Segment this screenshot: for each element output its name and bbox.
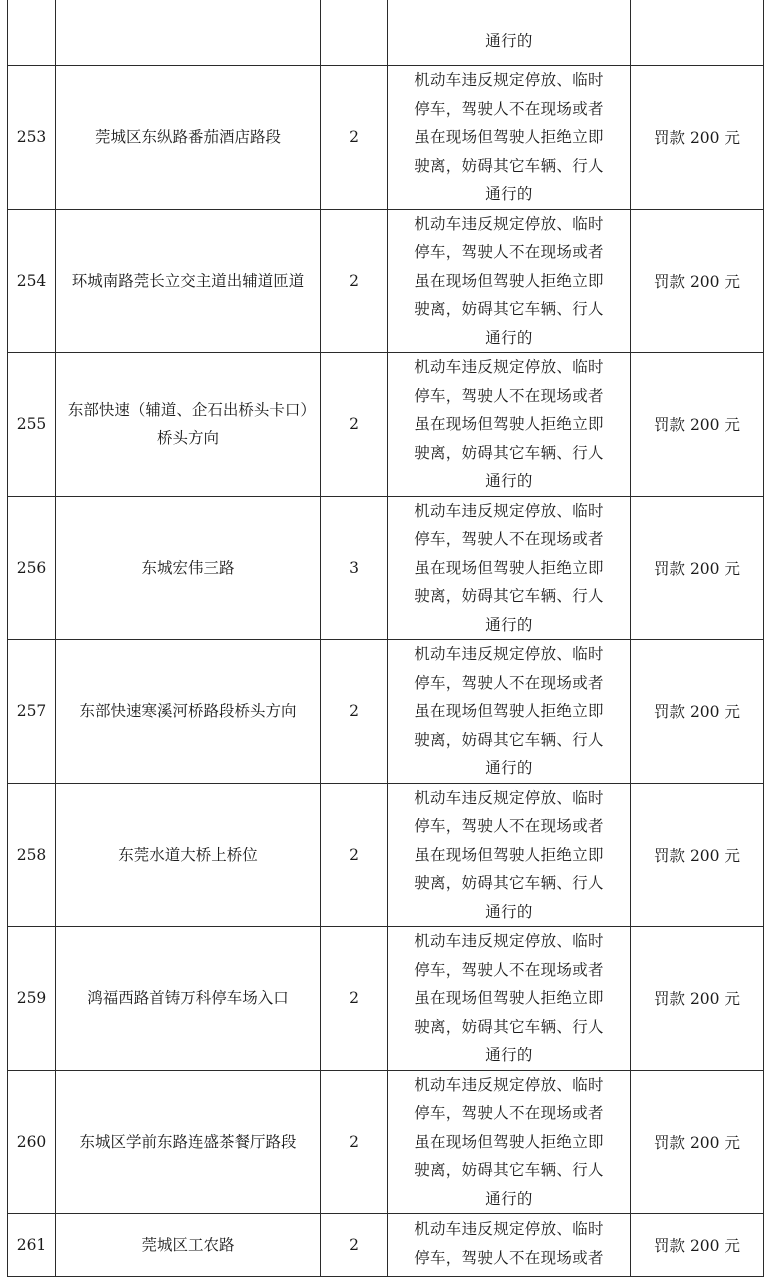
violation-line: 虽在现场但驾驶人拒绝立即 <box>414 845 604 864</box>
penalty-cell: 罚款 200 元 <box>631 353 764 497</box>
count-cell: 2 <box>321 783 388 927</box>
violation-line: 驶离，妨碍其它车辆、行人 <box>414 1161 604 1179</box>
violation-line: 停车，驾驶人不在现场或者 <box>414 99 604 118</box>
violation-location-table <box>7 0 764 1277</box>
violation-line: 通行的 <box>485 1046 533 1064</box>
table-row <box>8 927 764 1071</box>
row-number: 261 <box>8 1214 56 1277</box>
violation-line: 通行的 <box>485 31 533 50</box>
violation-line: 停车，驾驶人不在现场或者 <box>414 386 604 405</box>
count-cell <box>321 0 388 66</box>
table-row <box>8 1214 764 1277</box>
violation-line: 通行的 <box>485 328 533 347</box>
violation-cell <box>388 1070 631 1214</box>
table-row <box>8 783 764 927</box>
penalty-cell: 罚款 200 元 <box>631 927 764 1071</box>
violation-line: 通行的 <box>485 759 533 777</box>
penalty-cell: 罚款 200 元 <box>631 640 764 784</box>
count-cell: 2 <box>321 209 388 353</box>
violation-line: 停车，驾驶人不在现场或者 <box>414 1104 604 1122</box>
count-cell: 2 <box>321 927 388 1071</box>
violation-cell <box>388 66 631 210</box>
violation-line: 停车，驾驶人不在现场或者 <box>414 817 604 835</box>
count-cell: 2 <box>321 1214 388 1277</box>
violation-line: 机动车违反规定停放、临时 <box>414 788 604 807</box>
table-row <box>8 1070 764 1214</box>
row-number: 256 <box>8 496 56 640</box>
count-cell: 3 <box>321 496 388 640</box>
violation-line: 机动车违反规定停放、临时 <box>414 358 604 376</box>
document-page <box>7 0 763 1277</box>
table-row <box>8 0 764 66</box>
violation-line: 驶离，妨碍其它车辆、行人 <box>414 300 604 318</box>
violation-line: 机动车违反规定停放、临时 <box>414 71 604 89</box>
location-cell: 环城南路莞长立交主道出辅道匝道 <box>56 209 321 353</box>
row-number: 258 <box>8 783 56 927</box>
location-cell: 鸿福西路首铸万科停车场入口 <box>56 927 321 1071</box>
penalty-cell: 罚款 200 元 <box>631 66 764 210</box>
row-number: 260 <box>8 1070 56 1214</box>
violation-line: 机动车违反规定停放、临时 <box>414 932 604 950</box>
violation-line: 驶离，妨碍其它车辆、行人 <box>414 156 604 175</box>
row-number: 253 <box>8 66 56 210</box>
table-row <box>8 66 764 210</box>
violation-line: 通行的 <box>485 615 533 634</box>
violation-line: 虽在现场但驾驶人拒绝立即 <box>414 558 604 577</box>
violation-cell <box>388 353 631 497</box>
violation-line: 机动车违反规定停放、临时 <box>414 1075 604 1094</box>
violation-line: 停车，驾驶人不在现场或者 <box>414 530 604 548</box>
violation-cell <box>388 0 631 66</box>
row-number: 254 <box>8 209 56 353</box>
violation-line: 虽在现场但驾驶人拒绝立即 <box>414 989 604 1007</box>
count-cell: 2 <box>321 640 388 784</box>
violation-cell <box>388 783 631 927</box>
count-cell: 2 <box>321 1070 388 1214</box>
penalty-cell <box>631 0 764 66</box>
violation-line: 停车，驾驶人不在现场或者 <box>414 673 604 692</box>
violation-line: 虽在现场但驾驶人拒绝立即 <box>414 1132 604 1151</box>
violation-cell <box>388 1214 631 1277</box>
row-number <box>8 0 56 66</box>
table-row <box>8 353 764 497</box>
violation-cell <box>388 209 631 353</box>
violation-line: 通行的 <box>485 185 533 203</box>
location-cell: 东部快速（辅道、企石出桥头卡口）桥头方向 <box>56 353 321 497</box>
violation-line: 驶离，妨碍其它车辆、行人 <box>414 587 604 605</box>
violation-line: 虽在现场但驾驶人拒绝立即 <box>414 128 604 146</box>
violation-line: 通行的 <box>485 472 533 490</box>
violation-line: 虽在现场但驾驶人拒绝立即 <box>414 271 604 290</box>
location-cell <box>56 0 321 66</box>
penalty-cell: 罚款 200 元 <box>631 209 764 353</box>
row-number: 257 <box>8 640 56 784</box>
location-cell: 东莞水道大桥上桥位 <box>56 783 321 927</box>
table-row <box>8 496 764 640</box>
violation-line: 驶离，妨碍其它车辆、行人 <box>414 874 604 892</box>
violation-line: 机动车违反规定停放、临时 <box>414 214 604 233</box>
row-number: 259 <box>8 927 56 1071</box>
violation-line: 机动车违反规定停放、临时 <box>414 1220 604 1238</box>
penalty-cell: 罚款 200 元 <box>631 1070 764 1214</box>
penalty-cell: 罚款 200 元 <box>631 496 764 640</box>
penalty-cell: 罚款 200 元 <box>631 1214 764 1277</box>
penalty-cell: 罚款 200 元 <box>631 783 764 927</box>
violation-line: 停车，驾驶人不在现场或者 <box>414 1248 604 1267</box>
location-cell: 东城区学前东路连盛茶餐厅路段 <box>56 1070 321 1214</box>
location-cell: 莞城区东纵路番茄酒店路段 <box>56 66 321 210</box>
violation-cell <box>388 927 631 1071</box>
violation-line: 通行的 <box>485 1189 533 1208</box>
location-cell: 东部快速寒溪河桥路段桥头方向 <box>56 640 321 784</box>
location-cell: 莞城区工农路 <box>56 1214 321 1277</box>
violation-cell <box>388 496 631 640</box>
violation-line: 停车，驾驶人不在现场或者 <box>414 960 604 979</box>
table-row <box>8 209 764 353</box>
violation-line: 虽在现场但驾驶人拒绝立即 <box>414 702 604 720</box>
violation-line: 驶离，妨碍其它车辆、行人 <box>414 730 604 749</box>
count-cell: 2 <box>321 66 388 210</box>
row-number: 255 <box>8 353 56 497</box>
violation-line: 机动车违反规定停放、临时 <box>414 501 604 520</box>
violation-line: 驶离，妨碍其它车辆、行人 <box>414 443 604 462</box>
violation-line: 通行的 <box>485 902 533 921</box>
violation-line: 虽在现场但驾驶人拒绝立即 <box>414 415 604 433</box>
table-row <box>8 640 764 784</box>
violation-cell <box>388 640 631 784</box>
location-cell: 东城宏伟三路 <box>56 496 321 640</box>
violation-line: 机动车违反规定停放、临时 <box>414 645 604 663</box>
violation-line: 停车，驾驶人不在现场或者 <box>414 243 604 261</box>
violation-line: 驶离，妨碍其它车辆、行人 <box>414 1017 604 1036</box>
count-cell: 2 <box>321 353 388 497</box>
